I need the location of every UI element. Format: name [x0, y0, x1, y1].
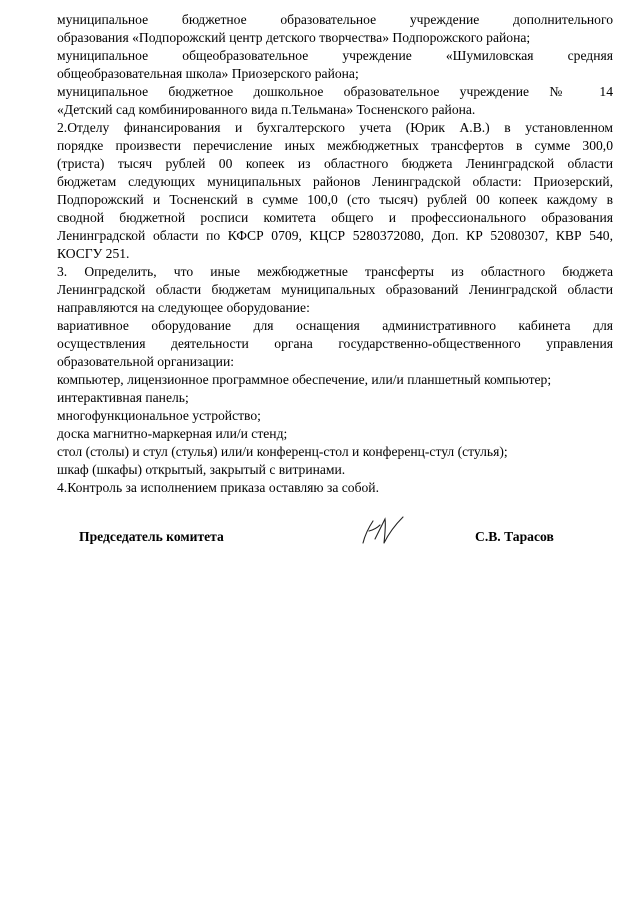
text-line: осуществления деятельности органа государственно-общественного управления	[57, 336, 613, 351]
text-line: интерактивная панель;	[57, 390, 189, 405]
paragraph	[57, 461, 613, 479]
text-line: образования «Подпорожский центр детского творчества» Подпорожского района;	[57, 30, 531, 45]
text-line: 2.Отделу финансирования и бухгалтерского учета (Юрик А.В.) в установленном	[57, 120, 613, 135]
text-line: порядке произвести перечисление иных межбюджетных трансфертов в сумме 300,0	[57, 138, 613, 153]
paragraph	[57, 47, 613, 83]
text-line: (триста) тысяч рублей 00 копеек из областного бюджета Ленинградской области	[57, 156, 613, 171]
text-line: стол (столы) и стул (стулья) или/и конференц-стол и конференц-стул (стулья);	[57, 444, 508, 459]
text-line: шкаф (шкафы) открытый, закрытый с витринами.	[57, 462, 346, 477]
signature-block	[79, 525, 569, 565]
paragraph	[57, 119, 613, 263]
text-line: Подпорожский и Тосненский в сумме 100,0 (сто тысяч) рублей 00 копеек каждому в	[57, 192, 613, 207]
paragraph	[57, 11, 613, 47]
text-line: бюджетам следующих муниципальных районов Ленинградской области: Приозерский,	[57, 174, 613, 189]
text-line: компьютер, лицензионное программное обеспечение, или/и планшетный компьютер;	[57, 372, 552, 387]
text-line: направляются на следующее оборудование:	[57, 300, 310, 315]
paragraph	[57, 443, 613, 461]
text-line: муниципальное бюджетное дошкольное образовательное учреждение № 14	[57, 84, 613, 99]
text-line: муниципальное бюджетное образовательное учреждение дополнительного	[57, 12, 613, 27]
document-body	[57, 11, 613, 497]
paragraph	[57, 479, 613, 497]
text-line: Ленинградской области по КФСР 0709, КЦСР 5280372080, Доп. КР 52080307, КВР 540,	[57, 228, 613, 243]
text-line: 3. Определить, что иные межбюджетные трансферты из областного бюджета	[57, 264, 613, 279]
text-line: 4.Контроль за исполнением приказа оставляю за собой.	[57, 480, 379, 495]
text-line: доска магнитно-маркерная или/и стенд;	[57, 426, 288, 441]
handwritten-signature	[355, 513, 415, 553]
signer-title: Председатель комитета	[79, 529, 224, 544]
text-line: Ленинградской области бюджетам муниципальных образований Ленинградской области	[57, 282, 613, 297]
paragraph	[57, 371, 613, 389]
text-line: КОСГУ 251.	[57, 246, 130, 261]
paragraph	[57, 389, 613, 407]
paragraph	[57, 425, 613, 443]
paragraph	[57, 407, 613, 425]
text-line: муниципальное общеобразовательное учреждение «Шумиловская средняя	[57, 48, 613, 63]
text-line: общеобразовательная школа» Приозерского района;	[57, 66, 359, 81]
paragraph	[57, 263, 613, 317]
text-line: «Детский сад комбинированного вида п.Тельмана» Тосненского района.	[57, 102, 476, 117]
paragraph	[57, 83, 613, 119]
paragraph	[57, 317, 613, 371]
signer-name: С.В. Тарасов	[475, 529, 554, 544]
text-line: вариативное оборудование для оснащения административного кабинета для	[57, 318, 613, 333]
text-line: сводной бюджетной росписи комитета общего и профессионального образования	[57, 210, 613, 225]
text-line: многофункциональное устройство;	[57, 408, 261, 423]
text-line: образовательной организации:	[57, 354, 235, 369]
